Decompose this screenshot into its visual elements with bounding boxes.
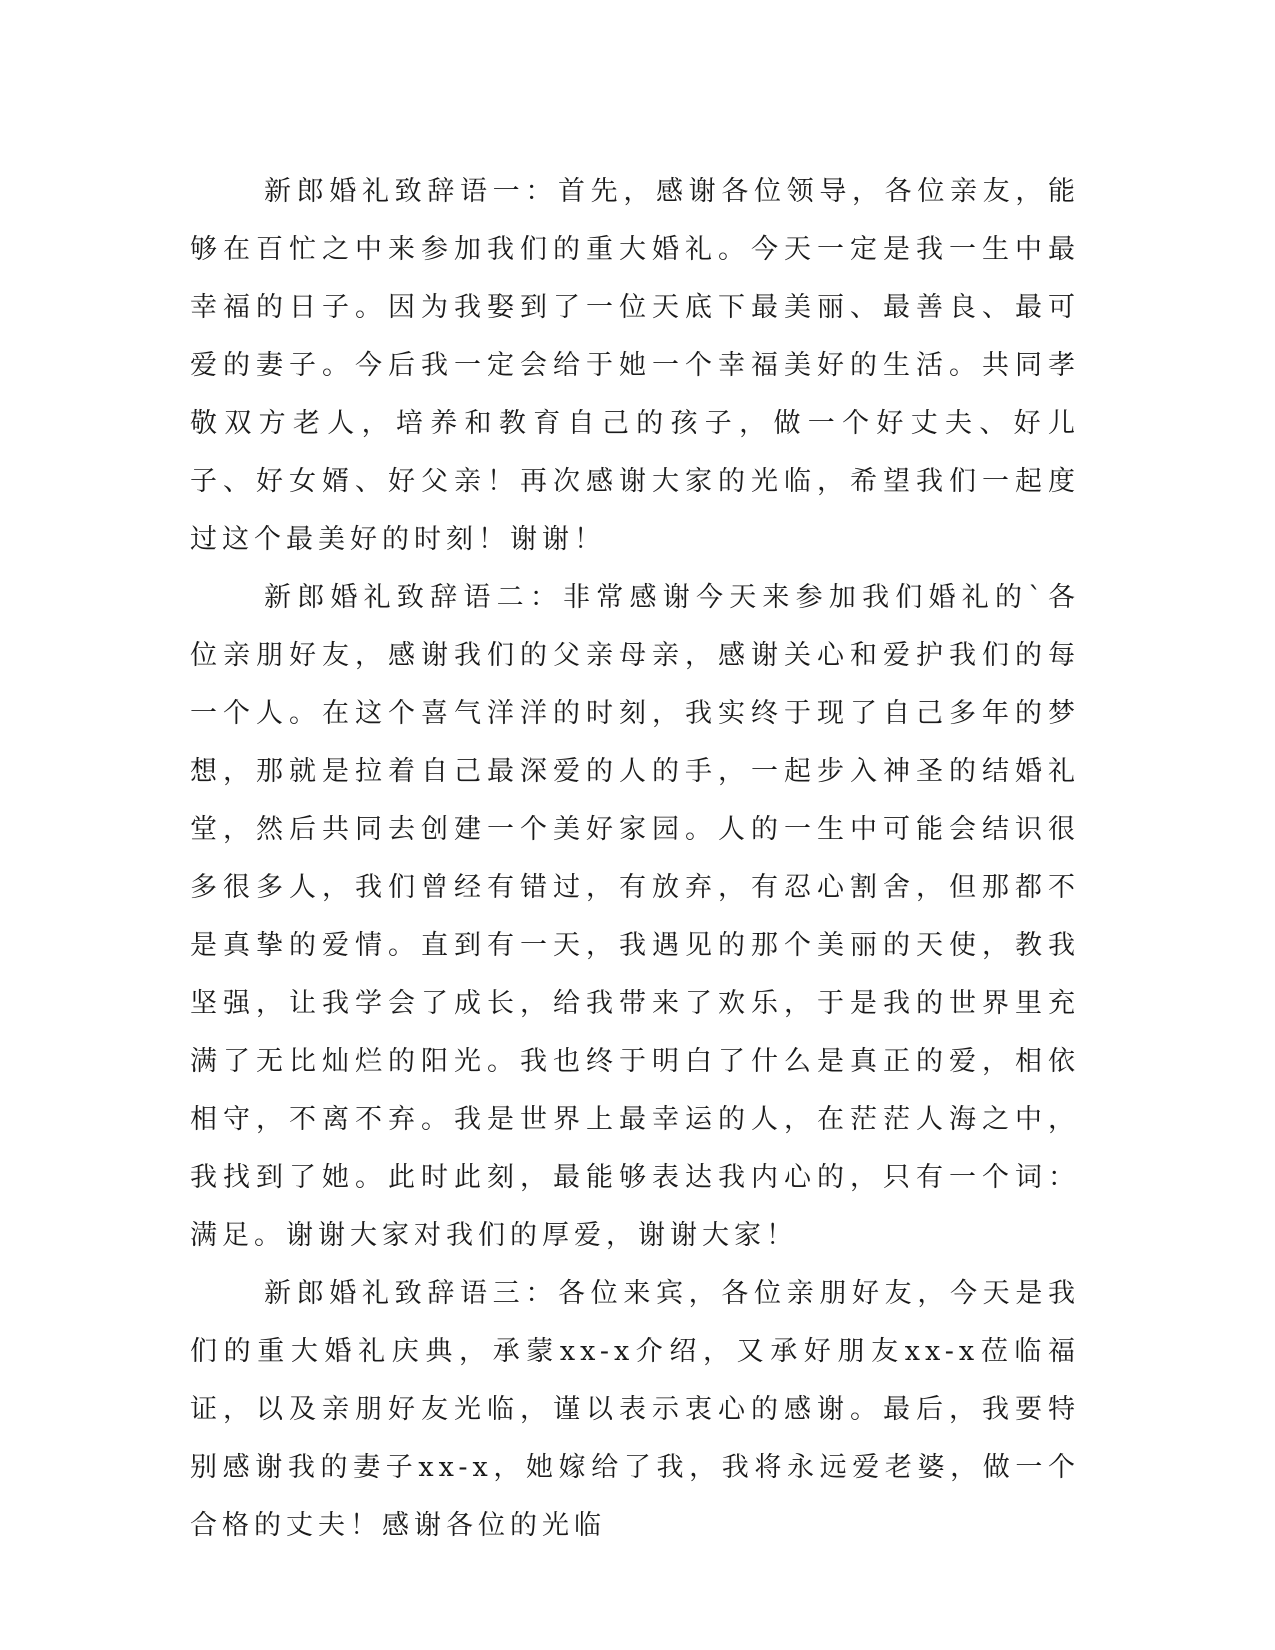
- speech-paragraph-3: 新郎婚礼致辞语三：各位来宾，各位亲朋好友，今天是我们的重大婚礼庆典，承蒙xx-x介绍，又承好朋友xx-x莅临福证，以及亲朋好友光临，谨以表示衷心的感谢。最后，我要特别感谢我的妻子xx-x，她嫁给了我，我将永远爱老婆，做一个合格的丈夫！感谢各位的光临: [190, 1278, 1080, 1541]
- speech-paragraph-2: 新郎婚礼致辞语二：非常感谢今天来参加我们婚礼的`各位亲朋好友，感谢我们的父亲母亲，感谢关心和爱护我们的每一个人。在这个喜气洋洋的时刻，我实终于现了自己多年的梦想，那就是拉着自己最深爱的人的手，一起步入神圣的结婚礼堂，然后共同去创建一个美好家园。人的一生中可能会结识很多很多人，我们曾经有错过，有放弃，有忍心割舍，但那都不是真挚的爱情。直到有一天，我遇见的那个美丽的天使，教我坚强，让我学会了成长，给我带来了欢乐，于是我的世界里充满了无比灿烂的阳光。我也终于明白了什么是真正的爱，相依相守，不离不弃。我是世界上最幸运的人，在茫茫人海之中，我找到了她。此时此刻，最能够表达我内心的，只有一个词：满足。谢谢大家对我们的厚爱，谢谢大家！: [190, 582, 1080, 1251]
- document-body: [190, 163, 1080, 1555]
- speech-paragraph-1: 新郎婚礼致辞语一：首先，感谢各位领导，各位亲友，能够在百忙之中来参加我们的重大婚礼。今天一定是我一生中最幸福的日子。因为我娶到了一位天底下最美丽、最善良、最可爱的妻子。今后我一定会给于她一个幸福美好的生活。共同孝敬双方老人，培养和教育自己的孩子，做一个好丈夫、好儿子、好女婿、好父亲！再次感谢大家的光临，希望我们一起度过这个最美好的时刻！谢谢！: [190, 176, 1080, 555]
